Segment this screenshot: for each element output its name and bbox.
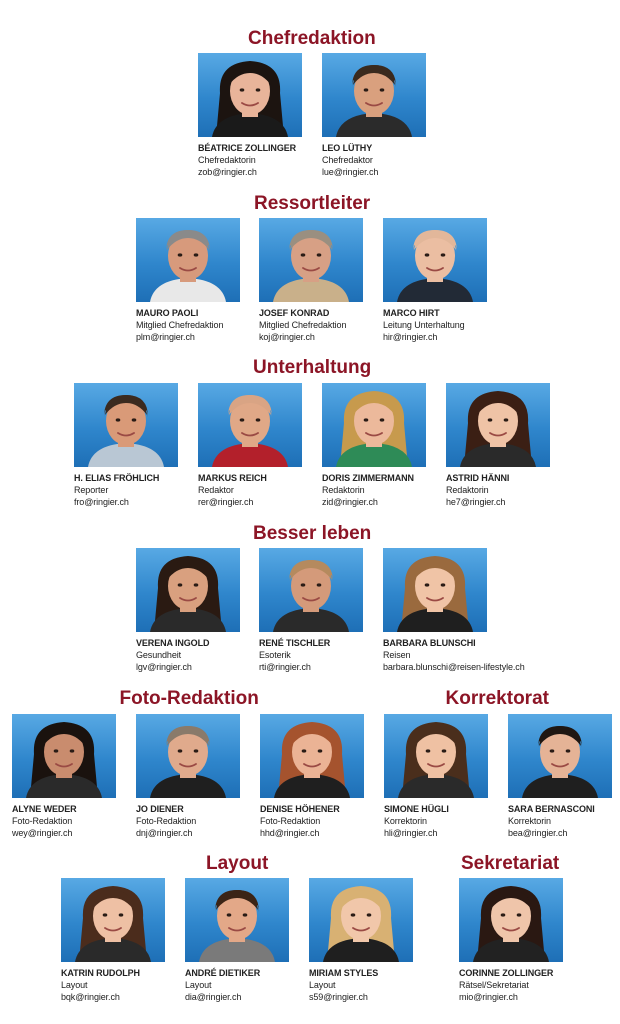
- staff-email[interactable]: hir@ringier.ch: [383, 332, 438, 342]
- portrait-photo: [136, 714, 240, 798]
- portrait-photo: [384, 714, 488, 798]
- staff-name: RENÉ TISCHLER: [259, 638, 331, 648]
- staff-caption: [383, 637, 525, 673]
- staff-email[interactable]: wey@ringier.ch: [12, 828, 73, 838]
- staff-name: ANDRÉ DIETIKER: [185, 968, 261, 978]
- staff-caption: [259, 637, 330, 673]
- portrait-photo: [61, 878, 165, 962]
- staff-name: SARA BERNASCONI: [508, 804, 595, 814]
- staff-name: DENISE HÖHENER: [260, 804, 340, 814]
- section-heading-foto-redaktion: Foto-Redaktion: [119, 688, 259, 709]
- staff-role: Layout: [61, 980, 88, 990]
- staff-email[interactable]: fro@ringier.ch: [74, 497, 129, 507]
- staff-name: BÉATRICE ZOLLINGER: [198, 143, 297, 153]
- staff-email[interactable]: s59@ringier.ch: [309, 992, 368, 1002]
- section-heading-besser-leben: Besser leben: [253, 523, 372, 544]
- staff-email[interactable]: hli@ringier.ch: [384, 828, 438, 838]
- staff-email[interactable]: zob@ringier.ch: [198, 167, 257, 177]
- staff-email[interactable]: mio@ringier.ch: [459, 992, 518, 1002]
- staff-name: ALYNE WEDER: [12, 804, 77, 814]
- staff-caption: [198, 472, 267, 508]
- staff-caption: [12, 803, 77, 839]
- staff-email[interactable]: bqk@ringier.ch: [61, 992, 120, 1002]
- portrait-photo: [383, 548, 487, 632]
- portrait-photo: [322, 383, 426, 467]
- staff-caption: [383, 307, 465, 343]
- portrait-photo: [259, 218, 363, 302]
- staff-email[interactable]: hhd@ringier.ch: [260, 828, 320, 838]
- staff-name: KATRIN RUDOLPH: [61, 968, 140, 978]
- portrait-photo: [185, 878, 289, 962]
- portrait-photo: [136, 218, 240, 302]
- staff-role: Redaktor: [198, 485, 234, 495]
- staff-caption: [136, 637, 209, 673]
- portrait-photo: [446, 383, 550, 467]
- section-heading-layout: Layout: [206, 853, 269, 874]
- staff-email[interactable]: rer@ringier.ch: [198, 497, 254, 507]
- portrait-photo: [12, 714, 116, 798]
- staff-name: VERENA INGOLD: [136, 638, 210, 648]
- staff-role: Layout: [309, 980, 336, 990]
- section-heading-chefredaktion: Chefredaktion: [248, 28, 376, 49]
- staff-caption: [136, 803, 196, 839]
- staff-email[interactable]: dnj@ringier.ch: [136, 828, 193, 838]
- staff-role: Chefredaktor: [322, 155, 373, 165]
- staff-role: Gesundheit: [136, 650, 182, 660]
- portrait-photo: [383, 218, 487, 302]
- staff-email[interactable]: barbara.blunschi@reisen-lifestyle.ch: [383, 662, 525, 672]
- staff-role: Leitung Unterhaltung: [383, 320, 465, 330]
- staff-caption: [322, 142, 378, 178]
- staff-caption: [322, 472, 414, 508]
- staff-caption: [136, 307, 223, 343]
- staff-caption: [446, 472, 509, 508]
- staff-caption: [74, 472, 159, 508]
- section-heading-korrektorat: Korrektorat: [445, 688, 549, 709]
- portrait-photo: [198, 383, 302, 467]
- staff-caption: [198, 142, 296, 178]
- portrait-photo: [309, 878, 413, 962]
- staff-caption: [259, 307, 346, 343]
- staff-caption: [185, 967, 260, 1003]
- staff-role: Chefredaktorin: [198, 155, 256, 165]
- staff-email[interactable]: dia@ringier.ch: [185, 992, 242, 1002]
- staff-email[interactable]: he7@ringier.ch: [446, 497, 506, 507]
- staff-name: MARKUS REICH: [198, 473, 267, 483]
- portrait-photo: [260, 714, 364, 798]
- staff-role: Mitglied Chefredaktion: [136, 320, 224, 330]
- staff-caption: [309, 967, 378, 1003]
- portrait-photo: [322, 53, 426, 137]
- staff-role: Reporter: [74, 485, 109, 495]
- staff-name: CORINNE ZOLLINGER: [459, 968, 554, 978]
- staff-email[interactable]: plm@ringier.ch: [136, 332, 195, 342]
- staff-name: MIRIAM STYLES: [309, 968, 379, 978]
- staff-role: Rätsel/Sekretariat: [459, 980, 529, 990]
- staff-email[interactable]: zid@ringier.ch: [322, 497, 378, 507]
- staff-role: Layout: [185, 980, 212, 990]
- staff-role: Foto-Redaktion: [260, 816, 321, 826]
- staff-role: Foto-Redaktion: [12, 816, 73, 826]
- portrait-photo: [508, 714, 612, 798]
- staff-role: Mitglied Chefredaktion: [259, 320, 347, 330]
- staff-name: DORIS ZIMMERMANN: [322, 473, 414, 483]
- staff-name: JO DIENER: [136, 804, 184, 814]
- portrait-photo: [259, 548, 363, 632]
- staff-role: Esoterik: [259, 650, 291, 660]
- staff-role: Foto-Redaktion: [136, 816, 197, 826]
- staff-caption: [508, 803, 595, 839]
- staff-caption: [61, 967, 140, 1003]
- staff-email[interactable]: bea@ringier.ch: [508, 828, 568, 838]
- staff-name: BARBARA BLUNSCHI: [383, 638, 476, 648]
- staff-name: JOSEF KONRAD: [259, 308, 330, 318]
- staff-name: MAURO PAOLI: [136, 308, 199, 318]
- staff-role: Reisen: [383, 650, 411, 660]
- section-heading-unterhaltung: Unterhaltung: [253, 357, 372, 378]
- staff-email[interactable]: lgv@ringier.ch: [136, 662, 192, 672]
- portrait-photo: [136, 548, 240, 632]
- staff-email[interactable]: rti@ringier.ch: [259, 662, 311, 672]
- staff-name: SIMONE HÜGLI: [384, 804, 449, 814]
- portrait-photo: [459, 878, 563, 962]
- staff-role: Redaktorin: [322, 485, 365, 495]
- staff-role: Korrektorin: [384, 816, 427, 826]
- section-heading-sekretariat: Sekretariat: [461, 853, 560, 874]
- staff-email[interactable]: lue@ringier.ch: [322, 167, 379, 177]
- staff-role: Redaktorin: [446, 485, 489, 495]
- portrait-photo: [198, 53, 302, 137]
- staff-role: Korrektorin: [508, 816, 551, 826]
- staff-name: LEO LÜTHY: [322, 143, 373, 153]
- staff-name: ASTRID HÄNNI: [446, 473, 510, 483]
- staff-caption: [260, 803, 340, 839]
- staff-caption: [384, 803, 449, 839]
- staff-name: MARCO HIRT: [383, 308, 440, 318]
- section-heading-ressortleiter: Ressortleiter: [254, 193, 371, 214]
- portrait-photo: [74, 383, 178, 467]
- staff-caption: [459, 967, 553, 1003]
- staff-email[interactable]: koj@ringier.ch: [259, 332, 315, 342]
- staff-name: H. ELIAS FRÖHLICH: [74, 473, 160, 483]
